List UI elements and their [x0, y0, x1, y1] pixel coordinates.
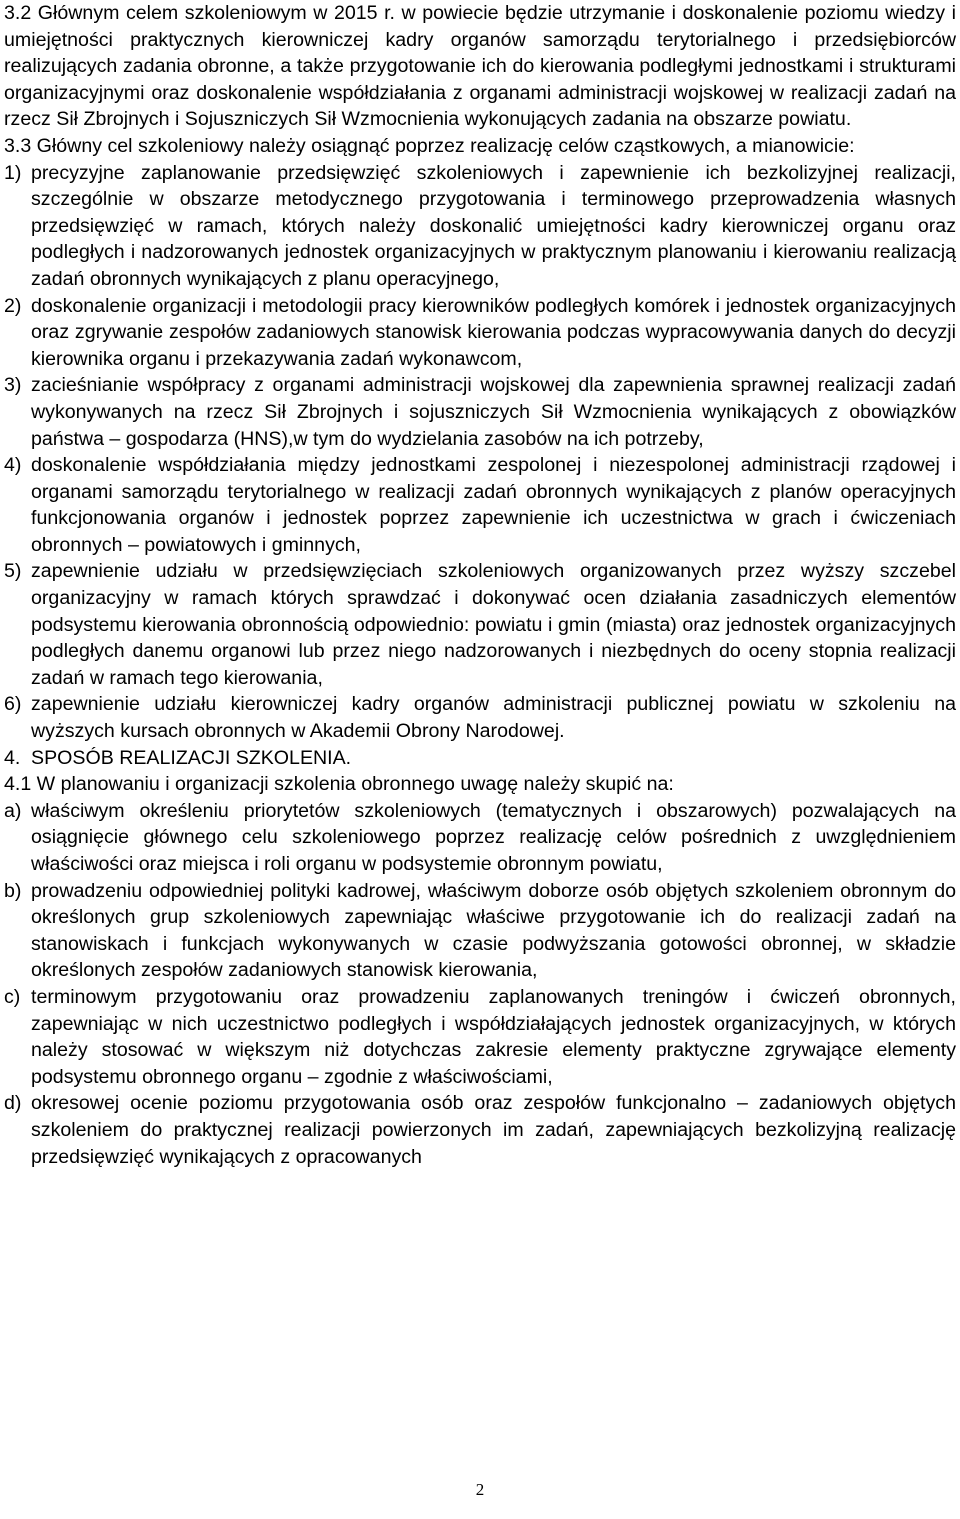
section-3-3-list [4, 160, 956, 745]
list-item-text: zapewnienie udziału w przedsięwzięciach szkoleniowych organizowanych przez wyższy szczebel organizacyjny w ramach których sprawdzać i dokonywać ocen działania zasadniczych elementów podsystemu kierowania obronnością odpowiednio: powiatu i gmin (miasta) oraz jednostek organizacyjnych podległych danemu organowi lub przez niego nadzorowanych i niezbędnych do oceny stopnia realizacji zadań w ramach tego kierowania, [31, 560, 956, 689]
list-item-marker: a) [4, 799, 22, 822]
list-item [4, 878, 956, 984]
list-item [4, 160, 956, 293]
list-item [4, 798, 956, 878]
list-item-marker: 1) [4, 161, 22, 184]
list-item-marker: 3) [4, 374, 22, 397]
section-3-3-intro: 3.3 Główny cel szkoleniowy należy osiągnąć poprzez realizację celów cząstkowych, a mianowicie: [4, 134, 855, 157]
document-page [4, 0, 956, 1170]
list-item [4, 372, 956, 452]
list-item-marker: d) [4, 1092, 22, 1115]
list-item-text: doskonalenie organizacji i metodologii pracy kierowników podległych komórek i jednostek organizacyjnych oraz zgrywanie zespołów zadaniowych stanowisk kierowania podczas wypracowywania danych do decyzji kierownika organu i przekazywania zadań wykonawcom, [31, 294, 956, 370]
section-4-heading [4, 745, 956, 772]
list-item [4, 452, 956, 558]
list-item [4, 293, 956, 373]
section-3-2-paragraph: 3.2 Głównym celem szkoleniowym w 2015 r. w powiecie będzie utrzymanie i doskonalenie poziomu wiedzy i umiejętności praktycznych kierowniczej kadry organów samorządu terytorialnego i przedsiębiorców realizujących zadania obronne, a także przygotowanie ich do kierowania podległymi jednostkami i strukturami organizacyjnymi oraz doskonalenie współdziałania z organami administracji wojskowej w realizacji zadań na rzecz Sił Zbrojnych i Sojuszniczych Sił Wzmocnienia wykonujących zadania na obszarze powiatu. [4, 2, 956, 131]
list-item-marker: 4) [4, 454, 22, 477]
list-item [4, 1090, 956, 1170]
list-item-text: prowadzeniu odpowiedniej polityki kadrowej, właściwym doborze osób objętych szkoleniem obronnym do określonych grup szkoleniowych zapewniając właściwe przygotowanie ich do realizacji zadań na stanowiskach i funkcjach wykonywanych w czasie podwyższania gotowości obronnej, w składzie określonych zespołów zadaniowych stanowisk kierowania, [31, 879, 956, 982]
list-item [4, 558, 956, 691]
list-item-text: okresowej ocenie poziomu przygotowania osób oraz zespołów funkcjonalno – zadaniowych objętych szkoleniem do praktycznej realizacji powierzonych im zadań, zapewniających bezkolizyjną realizację przedsięwzięć wynikających z opracowanych [31, 1092, 956, 1168]
list-item-marker: 6) [4, 693, 22, 716]
list-item-marker: c) [4, 985, 21, 1008]
list-item-marker: 5) [4, 560, 22, 583]
list-item-text: zapewnienie udziału kierowniczej kadry organów administracji publicznej powiatu w szkoleniu na wyższych kursach obronnych w Akademii Obrony Narodowej. [31, 693, 956, 743]
list-item [4, 984, 956, 1090]
section-4-title: SPOSÓB REALIZACJI SZKOLENIA. [31, 746, 352, 769]
list-item-marker: b) [4, 879, 22, 902]
list-item-text: właściwym określeniu priorytetów szkoleniowych (tematycznych i obszarowych) pozwalających na osiągnięcie głównego celu szkoleniowego poprzez realizację celów pośrednich z uwzględnieniem właściwości oraz miejsca i roli organu w podsystemie obronnym powiatu, [31, 799, 956, 875]
list-item-marker: 2) [4, 294, 22, 317]
list-item-text: precyzyjne zaplanowanie przedsięwzięć szkoleniowych i zapewnienie ich bezkolizyjnej realizacji, szczególnie w obszarze metodycznego przygotowania i terminowego przeprowadzenia własnych przedsięwzięć w ramach, których należy doskonalić umiejętności kadry kierowniczej organu oraz podległych i nadzorowanych jednostek organizacyjnych w praktycznym planowaniu i kierowaniu realizacją zadań obronnych wynikających z planu operacyjnego, [31, 161, 956, 290]
list-item [4, 691, 956, 744]
list-item-text: terminowym przygotowaniu oraz prowadzeniu zaplanowanych treningów i ćwiczeń obronnych, zapewniając w nich uczestnictwo podległych i współdziałających jednostek organizacyjnych, w których należy stosować w większym niż dotychczas zakresie elementy praktyczne zgrywające elementy podsystemu obronnego organu – zgodnie z właściwościami, [31, 985, 956, 1088]
list-item-text: zacieśnianie współpracy z organami administracji wojskowej dla zapewnienia sprawnej realizacji zadań wykonywanych na rzecz Sił Zbrojnych i sojuszniczych Sił Wzmocnienia wynikających z obowiązków państwa – gospodarza (HNS),w tym do wydzielania zasobów na ich potrzeby, [31, 374, 956, 450]
section-4-number: 4. [4, 746, 21, 769]
section-4-1-intro: 4.1 W planowaniu i organizacji szkolenia obronnego uwagę należy skupić na: [4, 773, 674, 796]
list-item-text: doskonalenie współdziałania między jednostkami zespolonej i niezespolonej administracji rządowej i organami samorządu terytorialnego w realizacji zadań obronnych wynikających z planów operacyjnych funkcjonowania organów i jednostek poprzez zapewnienie ich uczestnictwa w grach i ćwiczeniach obronnych – powiatowych i gminnych, [31, 454, 956, 556]
section-4-1-list [4, 798, 956, 1170]
page-number: 2 [475, 1480, 485, 1499]
